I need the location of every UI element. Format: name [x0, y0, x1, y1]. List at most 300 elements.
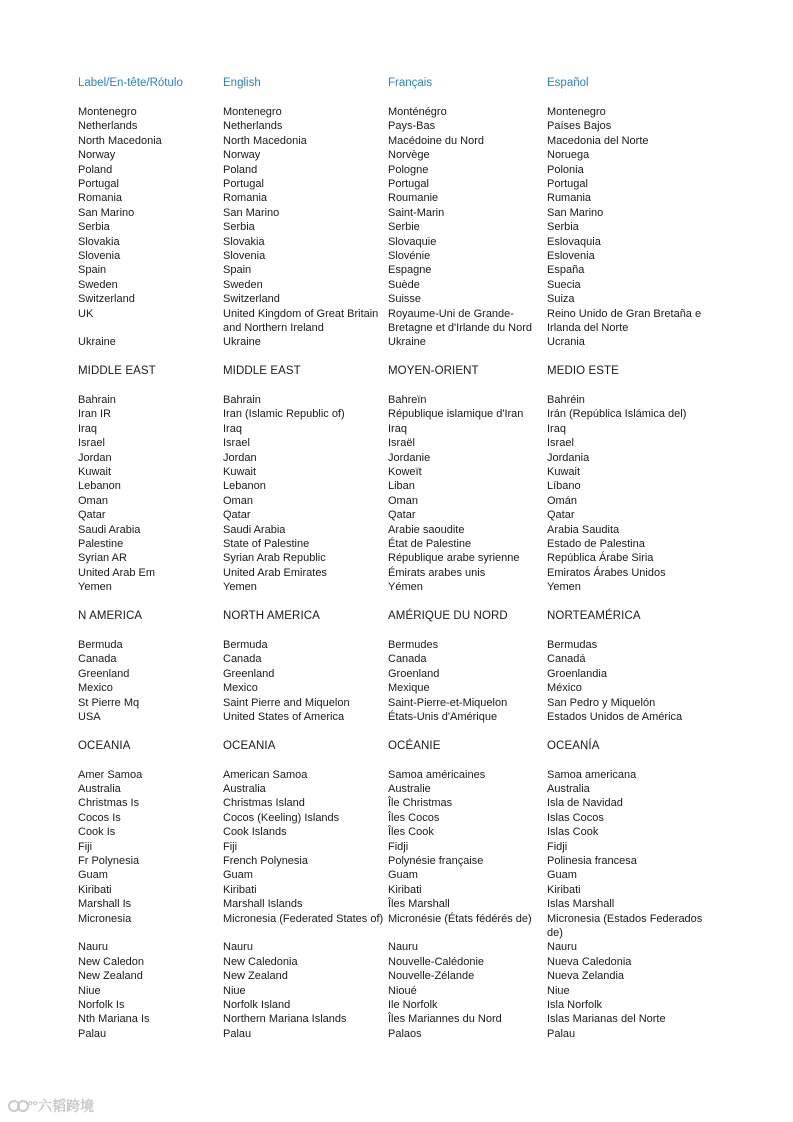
table-row: [78, 768, 718, 782]
table-cell: Iraq: [78, 422, 97, 435]
table-cell: République islamique d'Iran: [388, 408, 524, 421]
table-cell: Canada: [388, 653, 427, 666]
table-cell: Canadá: [547, 653, 586, 666]
table-cell: Micronesia (Estados Federados de): [547, 912, 703, 939]
table-row: [78, 868, 718, 882]
watermark-brand: 六韬跨境: [38, 1098, 94, 1114]
table-cell: United Arab Em: [78, 566, 156, 579]
table-cell: Iran IR: [78, 408, 112, 421]
table-row: [78, 681, 718, 695]
section-heading-cell: OCEANIA: [223, 739, 276, 752]
table-cell: Iraq: [547, 422, 566, 435]
table-row: [78, 278, 718, 292]
table-cell: Estado de Palestina: [547, 538, 645, 551]
table-row: [78, 854, 718, 868]
table-cell: Cook Is: [78, 826, 116, 839]
table-cell: Nioué: [388, 984, 417, 997]
table-row: [78, 984, 718, 998]
table-cell: Oman: [78, 494, 108, 507]
table-cell: Ukraine: [388, 336, 426, 349]
table-cell: Îles Marshall: [388, 898, 450, 911]
column-header: [78, 76, 718, 90]
table-cell: Fiji: [78, 840, 93, 853]
table-cell: Roumanie: [388, 192, 439, 205]
table-cell: Fr Polynesia: [78, 854, 140, 867]
table-cell: Espagne: [388, 264, 432, 277]
table-cell: Saudi Arabia: [78, 523, 141, 536]
table-row: [78, 163, 718, 177]
table-cell: Serbia: [547, 221, 579, 234]
table-cell: Royaume-Uni de Grande-Bretagne et d'Irlande du Nord: [388, 307, 532, 334]
table-cell: Nueva Caledonia: [547, 955, 632, 968]
table-cell: Mexique: [388, 682, 430, 695]
table-cell: Norway: [78, 149, 116, 162]
table-cell: Northern Mariana Islands: [223, 1013, 347, 1026]
table-cell: Slovenia: [223, 249, 266, 262]
section-heading-cell: OCEANIA: [78, 739, 131, 752]
table-row: [78, 710, 718, 724]
table-cell: Australia: [78, 782, 121, 795]
table-cell: Suecia: [547, 278, 581, 291]
table-cell: Micronesia (Federated States of): [223, 912, 384, 925]
table-cell: Canada: [223, 653, 262, 666]
table-cell: Kuwait: [78, 466, 112, 479]
table-cell: Jordan: [223, 451, 257, 464]
table-row: [78, 955, 718, 969]
table-cell: Samoa américaines: [388, 768, 486, 781]
table-cell: Nauru: [547, 941, 577, 954]
country-table: [78, 76, 718, 1056]
table-cell: Montenegro: [78, 105, 137, 118]
table-cell: Bahréin: [547, 394, 585, 406]
table-cell: Christmas Is: [78, 797, 140, 810]
table-cell: Jordanie: [388, 451, 431, 464]
table-cell: Jordan: [78, 451, 112, 464]
sections: [78, 105, 718, 1041]
table-cell: Cocos (Keeling) Islands: [223, 811, 340, 824]
table-cell: Polynésie française: [388, 854, 484, 867]
table-cell: Serbie: [388, 221, 420, 234]
table-cell: República Árabe Siria: [547, 552, 654, 565]
table-cell: Nth Mariana Is: [78, 1013, 150, 1026]
table-cell: Micronésie (États fédérés de): [388, 912, 532, 925]
table-cell: San Marino: [547, 206, 604, 219]
table-cell: Guam: [78, 869, 108, 882]
table-cell: Nauru: [78, 941, 108, 954]
table-row: [78, 796, 718, 810]
table-cell: San Marino: [223, 206, 280, 219]
table-cell: Koweït: [388, 466, 422, 479]
table-cell: Qatar: [547, 509, 575, 522]
table-cell: Israel: [223, 437, 250, 450]
table-cell: État de Palestine: [388, 538, 472, 551]
table-row: [78, 782, 718, 796]
table-row: [78, 537, 718, 551]
table-cell: Nouvelle-Zélande: [388, 970, 475, 983]
table-cell: Slovakia: [223, 235, 265, 248]
table-cell: Israël: [388, 437, 415, 450]
table-row: [78, 523, 718, 537]
table-cell: Groenland: [388, 667, 440, 680]
table-cell: Suède: [388, 278, 420, 291]
table-cell: Pays-Bas: [388, 120, 436, 133]
table-cell: Nouvelle-Calédonie: [388, 955, 485, 968]
table-row: [78, 436, 718, 450]
section-heading: [78, 609, 718, 623]
table-cell: Netherlands: [78, 120, 138, 133]
header-spanish: Español: [547, 77, 589, 89]
section-heading-cell: MIDDLE EAST: [78, 365, 156, 378]
table-cell: Norvège: [388, 149, 430, 162]
table-row: [78, 177, 718, 191]
table-row: [78, 249, 718, 263]
table-cell: États-Unis d'Amérique: [388, 710, 498, 723]
table-cell: Guam: [223, 869, 253, 882]
table-cell: Eslovenia: [547, 249, 595, 262]
table-cell: République arabe syrienne: [388, 552, 520, 565]
table-cell: Yemen: [547, 581, 581, 594]
table-cell: Nueva Zelandia: [547, 970, 625, 983]
table-cell: Guam: [547, 869, 577, 882]
table-cell: Guam: [388, 869, 418, 882]
table-cell: Portugal: [223, 177, 264, 190]
header-french: Français: [388, 77, 433, 89]
table-cell: Switzerland: [223, 293, 280, 306]
table-cell: Portugal: [78, 177, 119, 190]
table-row: [78, 508, 718, 522]
table-cell: Greenland: [78, 667, 130, 680]
table-cell: Islas Cocos: [547, 811, 604, 824]
table-row: [78, 1012, 718, 1026]
table-cell: Netherlands: [223, 120, 283, 133]
section-heading-cell: NORTEAMÉRICA: [547, 610, 641, 623]
table-cell: Reino Unido de Gran Bretaña e Irlanda del Norte: [547, 307, 702, 334]
table-cell: Marshall Islands: [223, 898, 303, 911]
table-section: [78, 364, 718, 594]
table-cell: Île Christmas: [388, 797, 453, 810]
table-cell: Slovakia: [78, 235, 120, 248]
table-cell: Israel: [547, 437, 574, 450]
table-row: [78, 1027, 718, 1041]
table-cell: Slovaquie: [388, 235, 437, 248]
table-cell: Fidji: [388, 840, 409, 853]
table-cell: Ukraine: [223, 336, 261, 349]
table-cell: Liban: [388, 480, 415, 493]
table-cell: Macédoine du Nord: [388, 134, 485, 147]
table-row: [78, 811, 718, 825]
table-cell: Mexico: [78, 682, 113, 695]
table-row: [78, 940, 718, 954]
table-cell: Yemen: [223, 581, 257, 594]
table-row: [78, 969, 718, 983]
table-cell: Arabie saoudite: [388, 523, 465, 536]
table-row: [78, 134, 718, 148]
table-row: [78, 191, 718, 205]
table-cell: Bermudes: [388, 638, 439, 651]
table-cell: Líbano: [547, 480, 581, 493]
table-cell: Romania: [78, 192, 123, 205]
header-label: Label/En-tête/Rótulo: [78, 77, 183, 89]
table-cell: Bermuda: [223, 638, 268, 651]
table-row: [78, 479, 718, 493]
section-heading-cell: MIDDLE EAST: [223, 365, 301, 378]
table-cell: Qatar: [78, 509, 106, 522]
table-cell: Slovenia: [78, 249, 121, 262]
table-row: [78, 551, 718, 565]
table-cell: Poland: [78, 163, 113, 176]
table-cell: Isla de Navidad: [547, 797, 623, 810]
table-cell: Iran (Islamic Republic of): [223, 408, 345, 421]
table-cell: Iraq: [388, 422, 407, 435]
table-cell: Monténégro: [388, 105, 447, 118]
section-heading-cell: NORTH AMERICA: [223, 610, 320, 623]
table-cell: St Pierre Mq: [78, 696, 140, 709]
table-row: [78, 407, 718, 421]
table-row: [78, 148, 718, 162]
table-cell: Fiji: [223, 840, 238, 853]
table-cell: Arabia Saudita: [547, 523, 620, 536]
table-cell: State of Palestine: [223, 538, 310, 551]
table-cell: Australie: [388, 782, 431, 795]
table-cell: Macedonia del Norte: [547, 134, 649, 147]
table-row: [78, 580, 718, 594]
table-cell: San Pedro y Miquelón: [547, 696, 656, 709]
table-cell: Oman: [223, 494, 253, 507]
table-row: [78, 235, 718, 249]
table-cell: Rumania: [547, 192, 592, 205]
table-row: [78, 652, 718, 666]
table-row: [78, 451, 718, 465]
table-cell: Irán (República Islámica del): [547, 408, 687, 421]
table-cell: Ucrania: [547, 336, 585, 349]
table-row: [78, 422, 718, 436]
table-cell: New Caledonia: [223, 955, 298, 968]
logo-icon: [8, 1097, 38, 1115]
table-cell: Islas Marianas del Norte: [547, 1013, 666, 1026]
table-cell: Oman: [388, 494, 418, 507]
table-cell: Qatar: [223, 509, 251, 522]
table-cell: Portugal: [388, 177, 429, 190]
table-row: [78, 897, 718, 911]
table-row: [78, 206, 718, 220]
table-cell: Spain: [223, 264, 252, 277]
table-cell: United Arab Emirates: [223, 566, 327, 579]
table-cell: Cocos Is: [78, 811, 121, 824]
table-cell: Fidji: [547, 840, 568, 853]
table-row: [78, 825, 718, 839]
table-section: [78, 739, 718, 1042]
table-cell: Norfolk Is: [78, 999, 125, 1011]
table-cell: Amer Samoa: [78, 768, 143, 781]
table-row: [78, 494, 718, 508]
table-cell: Niue: [78, 984, 101, 997]
table-cell: Romania: [223, 192, 268, 205]
table-cell: Palaos: [388, 1027, 422, 1040]
table-cell: Kuwait: [223, 466, 257, 479]
section-heading-cell: AMÉRIQUE DU NORD: [388, 610, 508, 623]
table-cell: Montenegro: [223, 105, 282, 118]
table-cell: Kuwait: [547, 466, 581, 479]
table-cell: Emiratos Árabes Unidos: [547, 566, 666, 579]
table-cell: Yemen: [78, 581, 112, 594]
table-cell: Suiza: [547, 293, 575, 306]
table-cell: Syrian AR: [78, 552, 127, 565]
table-cell: Portugal: [547, 177, 588, 190]
table-cell: Nauru: [388, 941, 418, 954]
table-cell: Greenland: [223, 667, 275, 680]
table-section: [78, 609, 718, 724]
table-cell: Bahrain: [223, 394, 261, 406]
table-cell: Serbia: [223, 221, 255, 234]
table-cell: España: [547, 264, 585, 277]
table-cell: Saint Pierre and Miquelon: [223, 696, 350, 709]
table-cell: Yémen: [388, 581, 423, 594]
table-cell: Mexico: [223, 682, 258, 695]
section-heading-cell: OCÉANIE: [388, 739, 441, 752]
table-cell: Kiribati: [388, 883, 422, 896]
table-cell: French Polynesia: [223, 854, 308, 867]
table-cell: Spain: [78, 264, 107, 277]
table-row: [78, 335, 718, 349]
table-cell: New Caledon: [78, 955, 145, 968]
section-heading-cell: MOYEN-ORIENT: [388, 365, 479, 378]
table-row: [78, 220, 718, 234]
table-row: [78, 638, 718, 652]
table-cell: Iraq: [223, 422, 242, 435]
table-cell: Polonia: [547, 163, 584, 176]
table-cell: San Marino: [78, 206, 135, 219]
table-cell: Omán: [547, 494, 577, 507]
table-cell: American Samoa: [223, 768, 308, 781]
table-cell: Ile Norfolk: [388, 999, 438, 1011]
table-cell: Montenegro: [547, 105, 606, 118]
table-cell: Australia: [547, 782, 590, 795]
table-cell: Sweden: [223, 278, 263, 291]
table-cell: Syrian Arab Republic: [223, 552, 326, 565]
table-cell: Lebanon: [78, 480, 121, 493]
table-cell: Islas Cook: [547, 826, 599, 839]
table-row: [78, 105, 718, 119]
section-heading-cell: MEDIO ESTE: [547, 365, 619, 378]
table-cell: Eslovaquia: [547, 235, 601, 248]
table-cell: Bermudas: [547, 638, 598, 651]
table-cell: United States of America: [223, 710, 345, 723]
table-cell: USA: [78, 710, 101, 723]
table-cell: Palau: [78, 1027, 107, 1040]
table-cell: Australia: [223, 782, 266, 795]
table-cell: Norway: [223, 149, 261, 162]
table-cell: Îles Mariannes du Nord: [388, 1013, 502, 1026]
table-row: [78, 883, 718, 897]
table-cell: Ukraine: [78, 336, 116, 349]
table-cell: Lebanon: [223, 480, 266, 493]
table-cell: Palau: [547, 1027, 576, 1040]
table-cell: México: [547, 682, 582, 695]
table-cell: Kiribati: [547, 883, 581, 896]
table-row: [78, 566, 718, 580]
table-cell: Pologne: [388, 163, 429, 176]
table-cell: Groenlandia: [547, 667, 607, 680]
table-cell: Îles Cook: [388, 826, 434, 839]
table-cell: Kiribati: [223, 883, 257, 896]
table-row: [78, 119, 718, 133]
table-cell: Noruega: [547, 149, 590, 162]
table-cell: Samoa americana: [547, 768, 637, 781]
table-row: [78, 307, 718, 336]
table-cell: Islas Marshall: [547, 898, 615, 911]
table-row: [78, 263, 718, 277]
table-row: [78, 393, 718, 407]
section-heading: [78, 364, 718, 378]
table-row: [78, 840, 718, 854]
table-row: [78, 292, 718, 306]
table-cell: Nauru: [223, 941, 253, 954]
table-cell: Switzerland: [78, 293, 135, 306]
table-cell: Israel: [78, 437, 105, 450]
table-row: [78, 696, 718, 710]
table-cell: Estados Unidos de América: [547, 710, 683, 723]
section-heading: [78, 739, 718, 753]
table-cell: Bermuda: [78, 638, 123, 651]
table-cell: Jordania: [547, 451, 590, 464]
table-cell: UK: [78, 307, 94, 320]
header-english: English: [223, 77, 261, 89]
table-cell: North Macedonia: [78, 134, 162, 147]
table-cell: Saint-Pierre-et-Miquelon: [388, 696, 508, 709]
table-row: [78, 465, 718, 479]
table-cell: Bahrain: [78, 394, 116, 406]
table-cell: North Macedonia: [223, 134, 307, 147]
table-cell: Micronesia: [78, 912, 132, 925]
table-cell: New Zealand: [78, 970, 143, 983]
table-cell: Cook Islands: [223, 826, 287, 839]
table-cell: Marshall Is: [78, 898, 132, 911]
table-cell: Países Bajos: [547, 120, 612, 133]
watermark: [8, 1096, 94, 1116]
table-cell: Palestine: [78, 538, 124, 551]
table-cell: Bahreïn: [388, 394, 427, 406]
table-cell: Palau: [223, 1027, 252, 1040]
table-cell: Christmas Island: [223, 797, 305, 810]
table-cell: Serbia: [78, 221, 110, 234]
table-cell: Norfolk Island: [223, 999, 291, 1011]
table-cell: United Kingdom of Great Britain and Northern Ireland: [223, 307, 379, 334]
table-cell: Qatar: [388, 509, 416, 522]
table-section: [78, 105, 718, 350]
table-cell: New Zealand: [223, 970, 288, 983]
section-heading-cell: N AMERICA: [78, 610, 143, 623]
table-row: [78, 667, 718, 681]
table-cell: Niue: [547, 984, 570, 997]
table-cell: Slovénie: [388, 249, 431, 262]
table-cell: Suisse: [388, 293, 422, 306]
table-cell: Poland: [223, 163, 258, 176]
table-row: [78, 912, 718, 941]
table-cell: Îles Cocos: [388, 811, 440, 824]
table-row: [78, 998, 718, 1012]
table-cell: Kiribati: [78, 883, 112, 896]
table-cell: Sweden: [78, 278, 118, 291]
table-cell: Polinesia francesa: [547, 854, 637, 867]
table-cell: Canada: [78, 653, 117, 666]
table-cell: Émirats arabes unis: [388, 566, 486, 579]
section-heading-cell: OCEANÍA: [547, 739, 600, 752]
table-cell: Saint-Marin: [388, 206, 445, 219]
table-cell: Saudi Arabia: [223, 523, 286, 536]
table-cell: Isla Norfolk: [547, 999, 603, 1011]
table-cell: Niue: [223, 984, 246, 997]
svg-text:oo: oo: [28, 1099, 38, 1107]
